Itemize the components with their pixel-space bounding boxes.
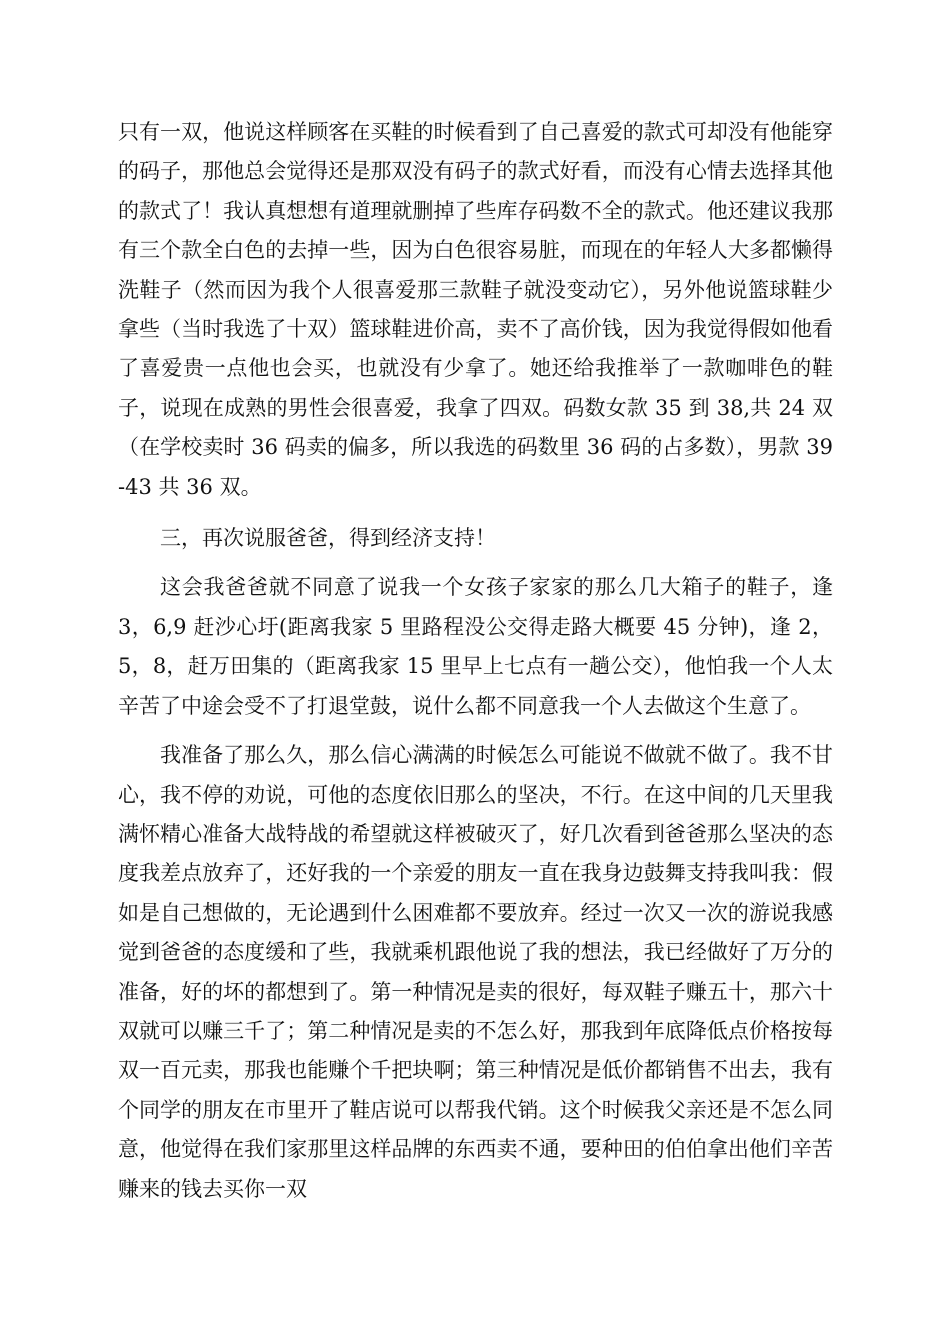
document-page xyxy=(118,113,833,1209)
section-heading: 三，再次说服爸爸，得到经济支持！ xyxy=(160,526,496,551)
paragraph-continued: 只有一双，他说这样顾客在买鞋的时候看到了自己喜爱的款式可却没有他能穿的码子，那他总会觉得还是那双没有码子的款式好看，而没有心情去选择其他的款式了！我认真想想有道理就删掉了些库存码数不全的款式。他还建议我那有三个款全白色的去掉一些，因为白色很容易脏，而现在的年轻人大多都懒得洗鞋子（然而因为我个人很喜爱那三款鞋子就没变动它），另外他说篮球鞋少拿些（当时我选了十双）篮球鞋进价高，卖不了高价钱，因为我觉得假如他看了喜爱贵一点他也会买，也就没有少拿了。她还给我推举了一款咖啡色的鞋子，说现在成熟的男性会很喜爱，我拿了四双。码数女款 35 到 38,共 24 双（在学校卖时 36 码卖的偏多，所以我选的码数里 36 码的占多数），男款 39-43 共 36 双。 xyxy=(118,120,833,499)
paragraph-father-objection: 这会我爸爸就不同意了说我一个女孩子家家的那么几大箱子的鞋子，逢 3，6,9 赶沙心圩(距离我家 5 里路程没公交得走路大概要 45 分钟)，逢 2，5，8，赶万田集的（距离我家 15 里早上七点有一趟公交），他怕我一个人太辛苦了中途会受不了打退堂鼓，说什么都不同意我一个人去做这个生意了。 xyxy=(118,575,833,718)
paragraph-persuasion: 我准备了那么久，那么信心满满的时候怎么可能说不做就不做了。我不甘心，我不停的劝说，可他的态度依旧那么的坚决，不行。在这中间的几天里我满怀精心准备大战特战的希望就这样被破灭了，好几次看到爸爸那么坚决的态度我差点放弃了，还好我的一个亲爱的朋友一直在我身边鼓舞支持我叫我：假如是自己想做的，无论遇到什么困难都不要放弃。经过一次又一次的游说我感觉到爸爸的态度缓和了些，我就乘机跟他说了我的想法，我已经做好了万分的准备，好的坏的都想到了。第一种情况是卖的很好，每双鞋子赚五十，那六十双就可以赚三千了；第二种情况是卖的不怎么好，那我到年底降低点价格按每双一百元卖，那我也能赚个千把块啊；第三种情况是低价都销售不出去，我有个同学的朋友在市里开了鞋店说可以帮我代销。这个时候我父亲还是不怎么同意，他觉得在我们家那里这样品牌的东西卖不通，要种田的伯伯拿出他们辛苦赚来的钱去买你一双 xyxy=(118,743,833,1201)
